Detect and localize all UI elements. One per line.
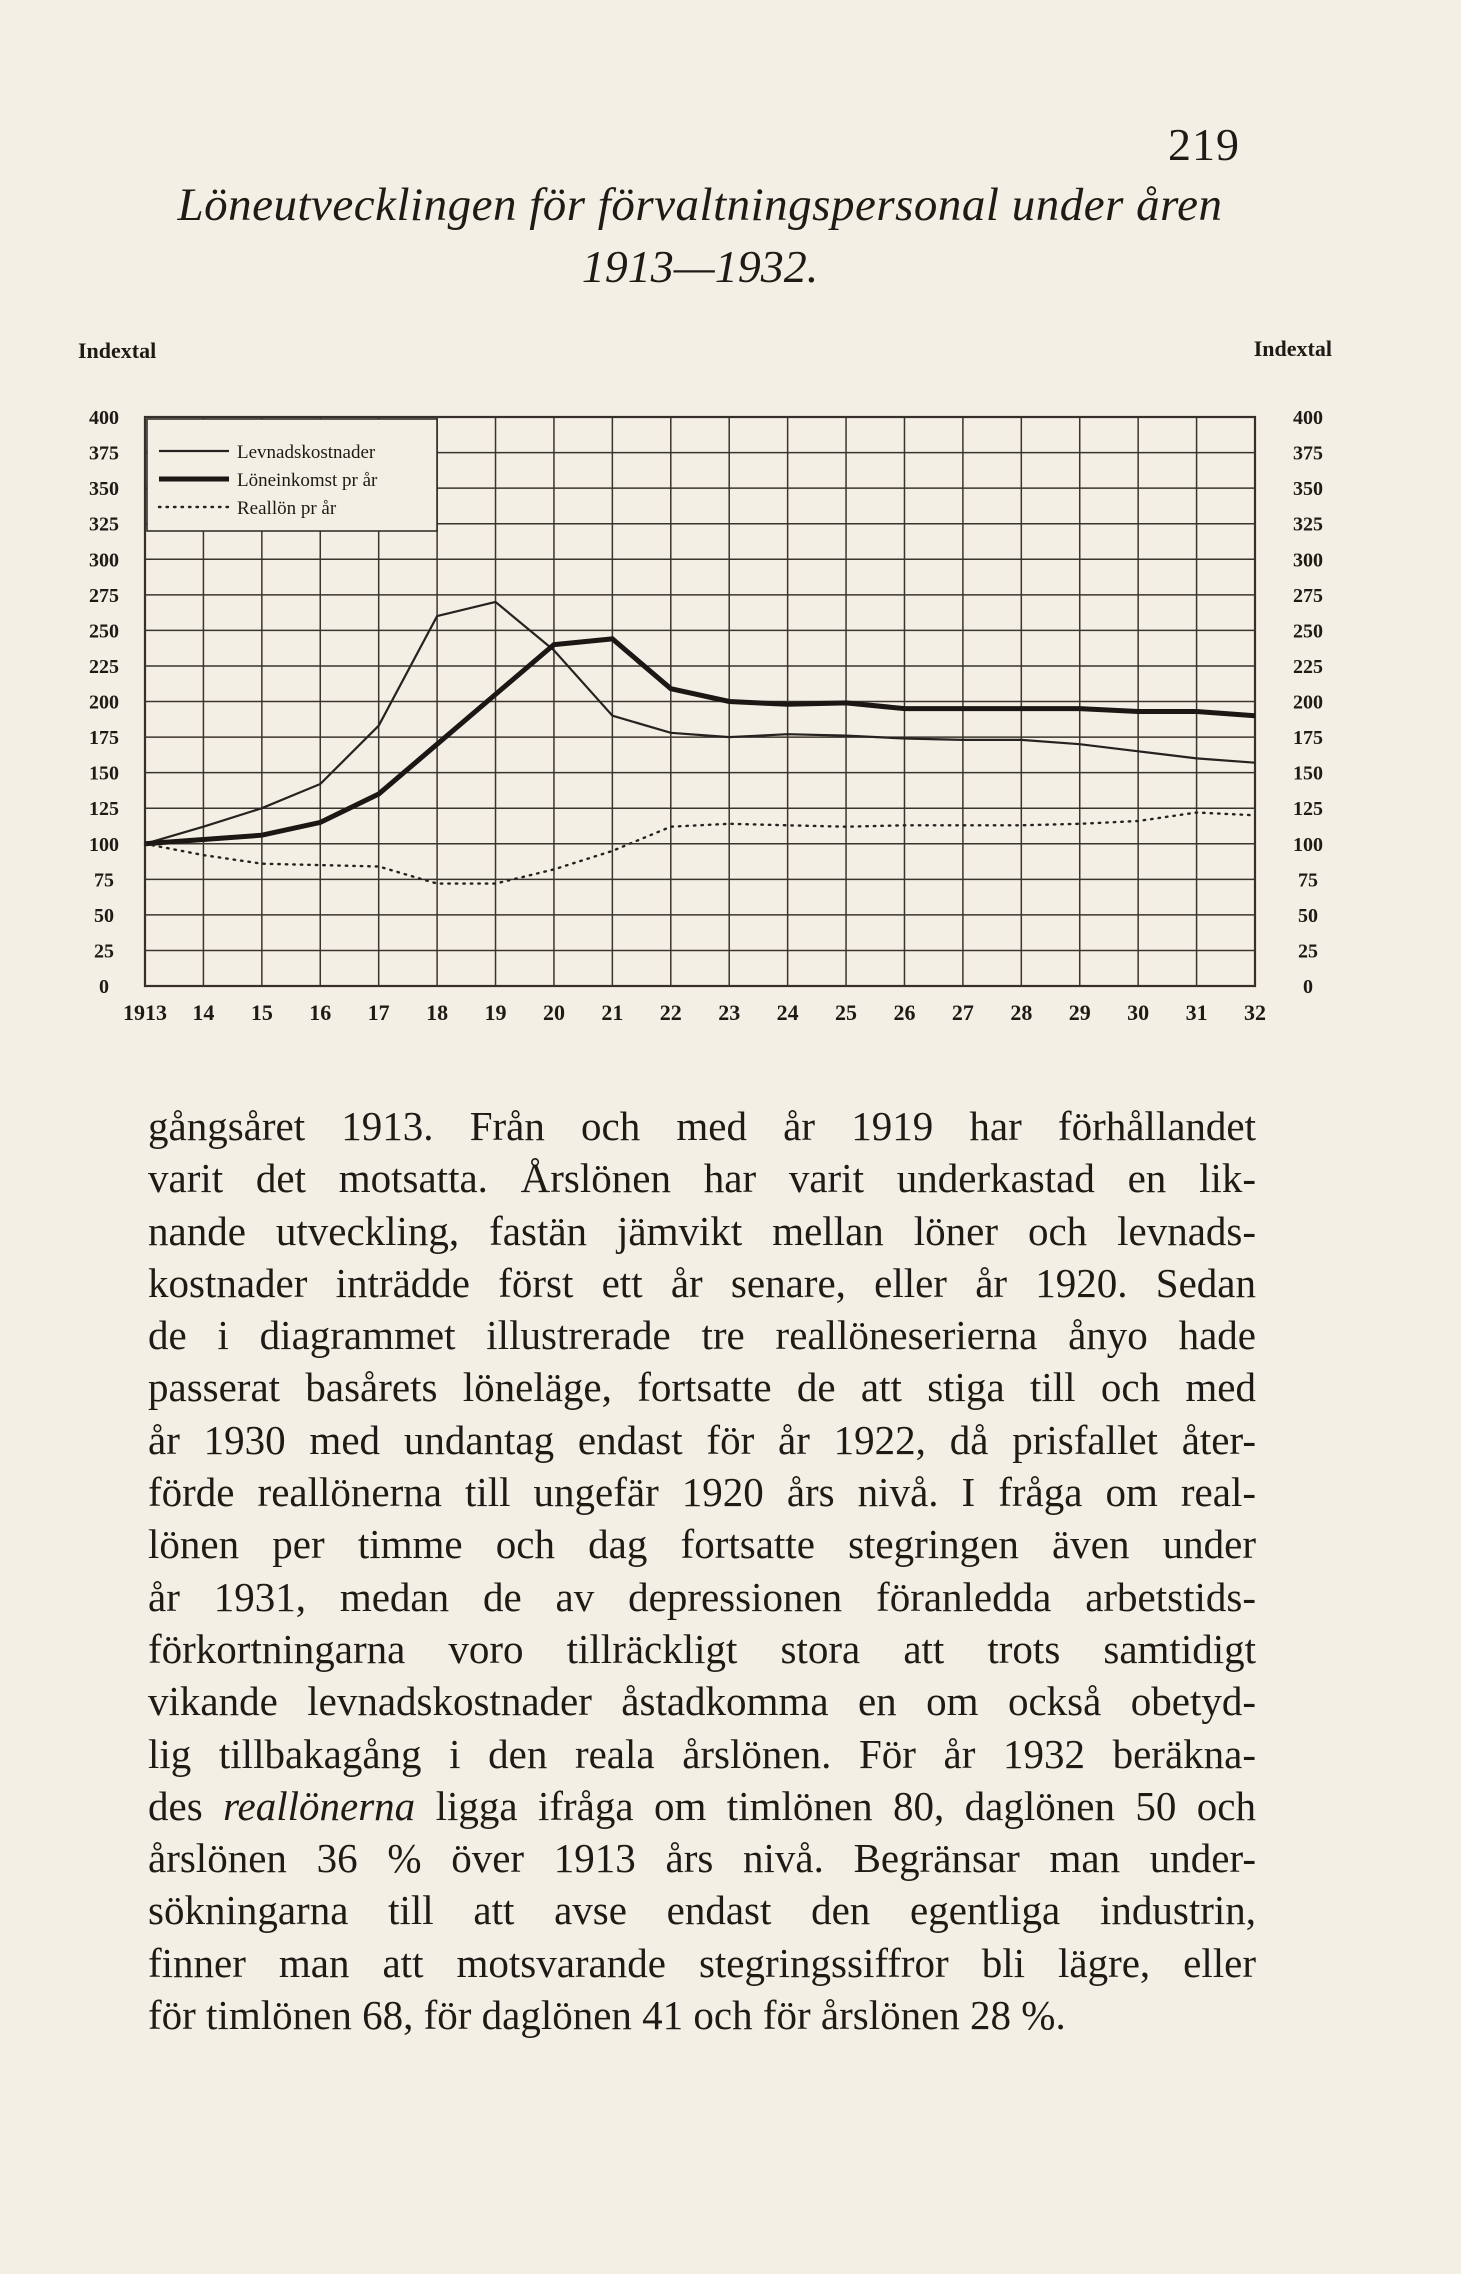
body-text-line: varit det motsatta. Årslönen har varit underkastad en lik- bbox=[148, 1155, 1256, 1202]
y-tick-label-left: 25 bbox=[94, 940, 114, 963]
x-tick-label: 23 bbox=[718, 1000, 741, 1025]
page-subtitle: 1913—1932. bbox=[581, 241, 819, 292]
y-tick-label-left: 175 bbox=[89, 727, 119, 750]
body-text-line: vikande levnadskostnader åstadkomma en om också obetyd- bbox=[148, 1678, 1256, 1725]
x-tick-label: 14 bbox=[192, 1000, 215, 1025]
legend-label-1: Levnadskostnader bbox=[237, 442, 376, 463]
x-tick-label: 19 bbox=[484, 1000, 507, 1025]
x-tick-label: 21 bbox=[601, 1000, 624, 1025]
body-text-line: lönen per timme och dag fortsatte stegringen även under bbox=[148, 1521, 1256, 1568]
chart-series bbox=[145, 602, 1255, 884]
body-text-line: finner man att motsvarande stegringssiffror bli lägre, eller bbox=[148, 1939, 1256, 1986]
x-tick-label: 1913 bbox=[123, 1000, 167, 1025]
y-tick-label-left: 125 bbox=[89, 798, 119, 821]
body-text-line: förde reallönerna till ungefär 1920 års nivå. I fråga om real- bbox=[148, 1469, 1256, 1516]
y-tick-label-left: 250 bbox=[89, 620, 119, 643]
emphasized-word: reallönerna bbox=[223, 1782, 416, 1829]
series-line-2 bbox=[145, 639, 1255, 844]
y-tick-label-right: 375 bbox=[1293, 442, 1323, 465]
y-tick-label-left: 325 bbox=[89, 513, 119, 536]
y-tick-label-right: 325 bbox=[1293, 513, 1323, 536]
y-tick-label-right: 300 bbox=[1293, 549, 1323, 572]
y-tick-label-left: 375 bbox=[89, 442, 119, 465]
body-text-line: sökningarna till att avse endast den egentliga industrin, bbox=[148, 1887, 1256, 1934]
body-text-line: lig tillbakagång i den reala årslönen. För år 1932 beräkna- bbox=[148, 1730, 1256, 1777]
x-tick-label: 22 bbox=[659, 1000, 682, 1025]
y-tick-label-left: 275 bbox=[89, 584, 119, 607]
y-tick-label-right: 175 bbox=[1293, 727, 1323, 750]
y-tick-label-right: 400 bbox=[1293, 407, 1323, 429]
y-tick-label-right: 225 bbox=[1293, 655, 1323, 678]
y-axis-label-right: Indextal bbox=[1253, 336, 1332, 361]
y-tick-label-right: 250 bbox=[1293, 620, 1323, 643]
y-tick-label-right: 100 bbox=[1293, 833, 1323, 856]
body-text-line: kostnader inträdde först ett år senare, eller år 1920. Sedan bbox=[148, 1259, 1256, 1306]
body-text-line: förkortningarna voro tillräckligt stora att trots samtidigt bbox=[148, 1625, 1256, 1672]
y-tick-label-left: 150 bbox=[89, 762, 119, 785]
x-tick-label: 17 bbox=[367, 1000, 390, 1025]
body-text-line: gångsåret 1913. Från och med år 1919 har förhållandet bbox=[148, 1103, 1256, 1149]
y-tick-label-right: 200 bbox=[1293, 691, 1323, 714]
chart bbox=[0, 0, 1461, 1050]
page-title: Löneutvecklingen för förvaltningspersonal under åren bbox=[177, 179, 1223, 231]
x-tick-label: 24 bbox=[776, 1000, 799, 1025]
y-tick-label-right: 125 bbox=[1293, 798, 1323, 821]
body-text bbox=[148, 1100, 1256, 2041]
body-text-line: passerat basårets löneläge, fortsatte de att stiga till och med bbox=[148, 1364, 1256, 1411]
x-tick-label: 20 bbox=[542, 1000, 565, 1025]
body-text-line: för timlönen 68, för daglönen 41 och för årslönen 28 %. bbox=[148, 1992, 1066, 2039]
x-tick-label: 31 bbox=[1185, 1000, 1208, 1025]
y-tick-label-left: 0 bbox=[99, 976, 109, 998]
y-tick-label-left: 225 bbox=[89, 655, 119, 678]
y-tick-label-left: 350 bbox=[89, 478, 119, 501]
y-tick-label-right: 50 bbox=[1298, 904, 1318, 927]
y-tick-label-right: 25 bbox=[1298, 940, 1318, 963]
y-tick-label-right: 0 bbox=[1303, 976, 1313, 998]
y-tick-label-right: 350 bbox=[1293, 478, 1323, 501]
body-text-line: årslönen 36 % över 1913 års nivå. Begränsar man under- bbox=[148, 1835, 1256, 1882]
chart-legend bbox=[147, 419, 437, 531]
body-text-line: år 1930 med undantag endast för år 1922, då prisfallet åter- bbox=[148, 1416, 1256, 1463]
x-tick-label: 18 bbox=[426, 1000, 449, 1025]
x-tick-label: 29 bbox=[1068, 1000, 1091, 1025]
y-axis-label-left: Indextal bbox=[78, 338, 157, 363]
x-tick-label: 25 bbox=[835, 1000, 858, 1025]
y-tick-label-left: 100 bbox=[89, 833, 119, 856]
x-tick-label: 30 bbox=[1127, 1000, 1150, 1025]
y-tick-label-left: 300 bbox=[89, 549, 119, 572]
x-tick-label: 27 bbox=[951, 1000, 974, 1025]
x-tick-label: 15 bbox=[250, 1000, 273, 1025]
x-tick-label: 32 bbox=[1244, 1000, 1266, 1025]
y-tick-label-left: 200 bbox=[89, 691, 119, 714]
y-tick-label-left: 50 bbox=[94, 904, 114, 927]
x-tick-label: 26 bbox=[893, 1000, 916, 1025]
body-text-line: des reallönerna ligga ifråga om timlönen 80, daglönen 50 och bbox=[148, 1782, 1256, 1829]
body-text-line: de i diagrammet illustrerade tre reallöneserierna ånyo hade bbox=[148, 1312, 1256, 1359]
y-tick-label-left: 400 bbox=[89, 407, 119, 429]
y-tick-label-left: 75 bbox=[94, 869, 114, 892]
body-text-line: nande utveckling, fastän jämvikt mellan löner och levnads- bbox=[148, 1207, 1256, 1254]
legend-label-3: Reallön pr år bbox=[237, 498, 337, 519]
x-tick-label: 28 bbox=[1010, 1000, 1033, 1025]
legend-label-2: Löneinkomst pr år bbox=[237, 470, 378, 491]
y-tick-label-right: 150 bbox=[1293, 762, 1323, 785]
x-tick-label: 16 bbox=[309, 1000, 332, 1025]
y-tick-label-right: 275 bbox=[1293, 584, 1323, 607]
body-text-line: år 1931, medan de av depressionen föranledda arbetstids- bbox=[148, 1573, 1256, 1620]
page-number: 219 bbox=[1168, 119, 1240, 170]
y-tick-label-right: 75 bbox=[1298, 869, 1318, 892]
